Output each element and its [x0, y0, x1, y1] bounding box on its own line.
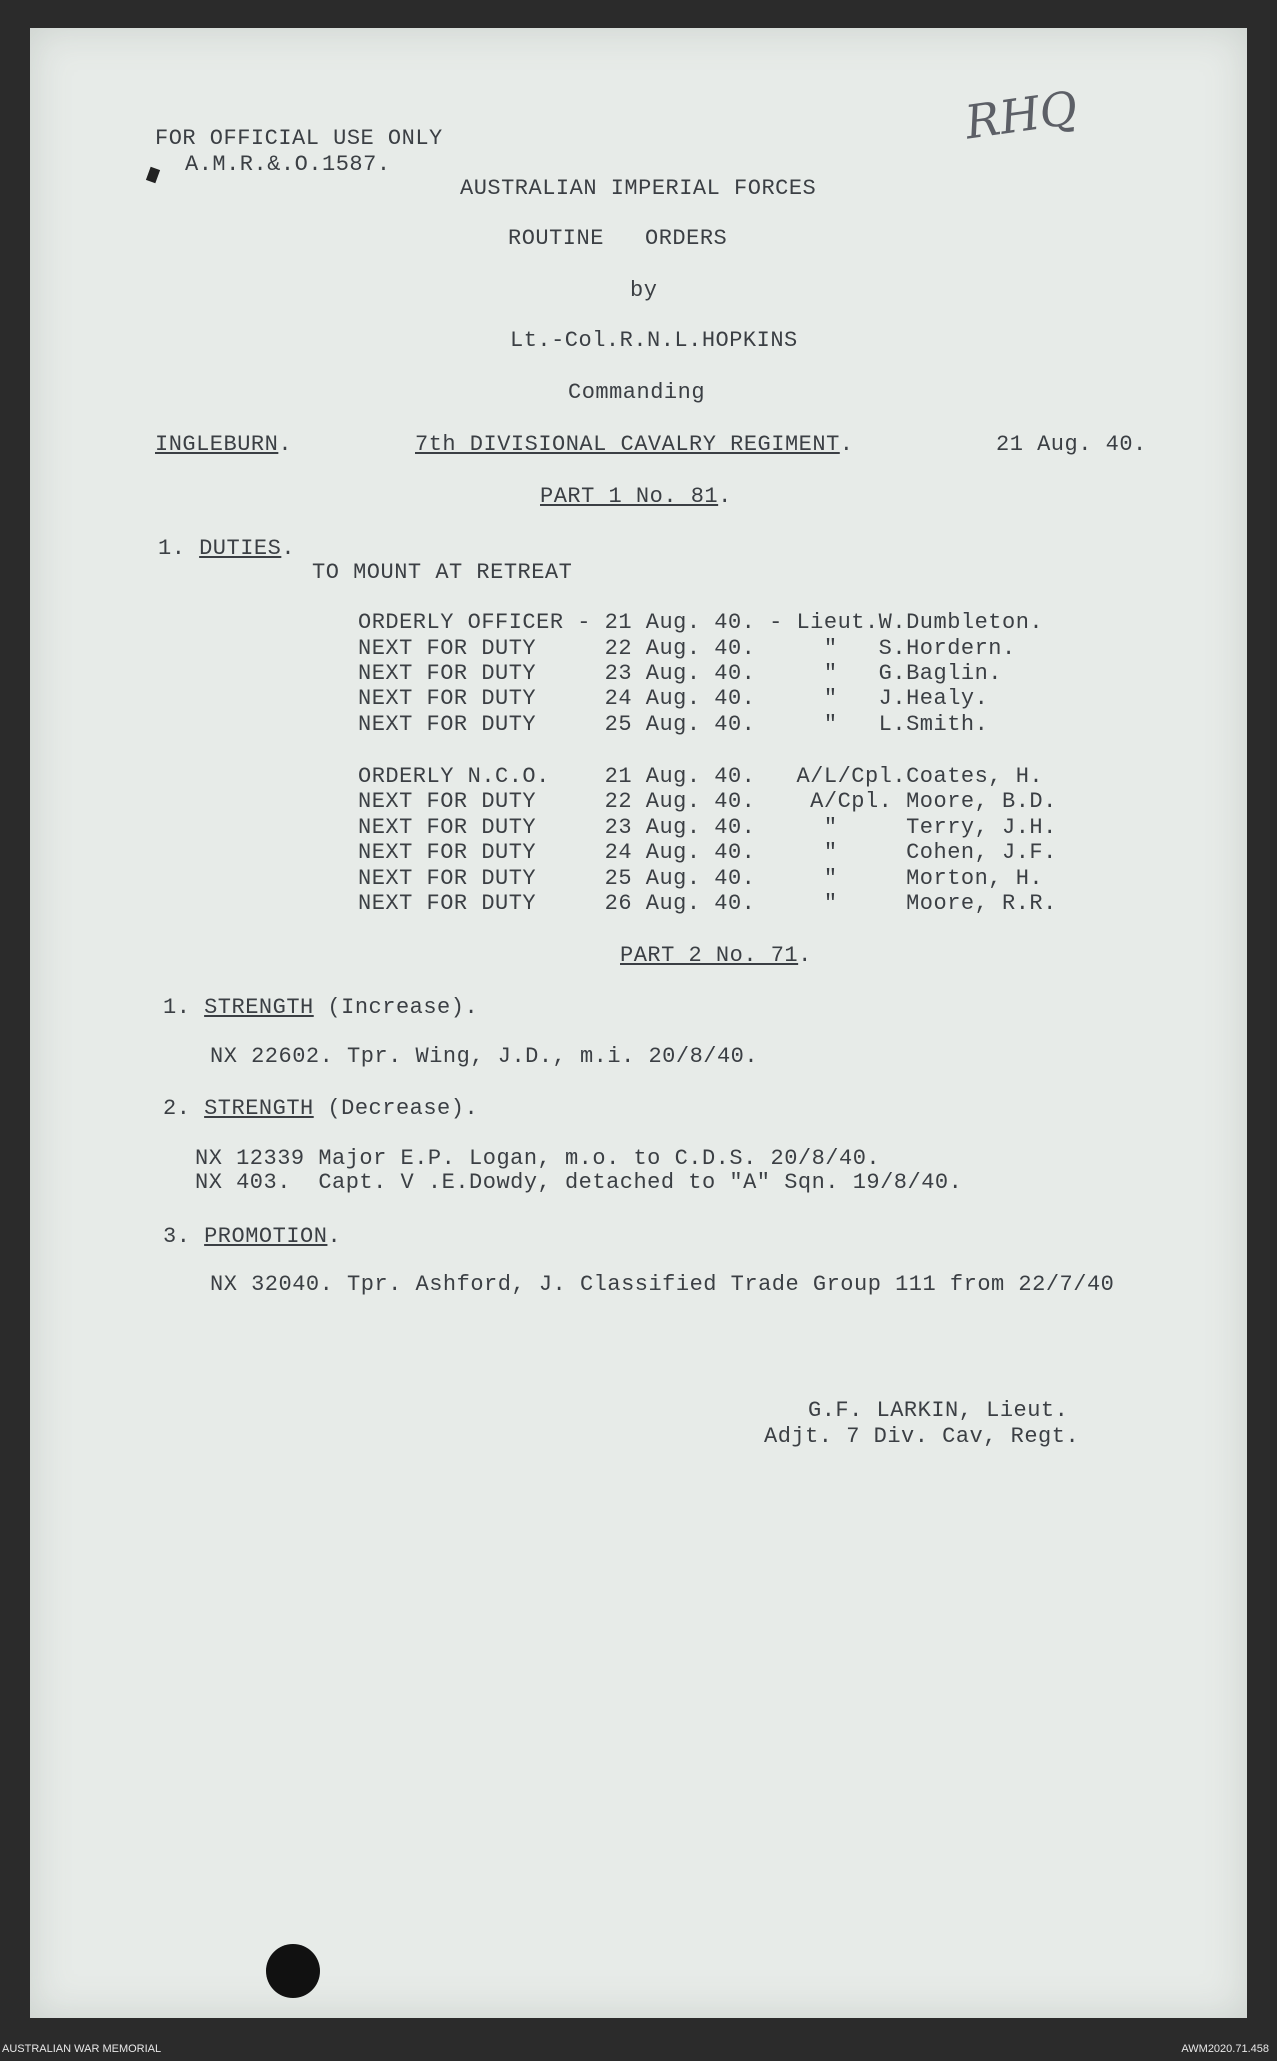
duties-line: 1. DUTIES. — [158, 536, 296, 561]
strength-decrease-entry: NX 403. Capt. V .E.Dowdy, detached to "A" Sqn. 19/8/40. — [195, 1170, 963, 1195]
commander-name: Lt.-Col.R.N.L.HOPKINS — [510, 328, 798, 353]
nco-row: NEXT FOR DUTY 23 Aug. 40. " Terry, J.H. — [358, 815, 1057, 840]
signature-role: Adjt. 7 Div. Cav, Regt. — [764, 1424, 1080, 1449]
duties-subheading: TO MOUNT AT RETREAT — [312, 560, 573, 585]
nco-row: NEXT FOR DUTY 22 Aug. 40. A/Cpl. Moore, B.D. — [358, 789, 1057, 814]
order-date: 21 Aug. 40. — [996, 432, 1147, 457]
officer-row: NEXT FOR DUTY 23 Aug. 40. " G.Baglin. — [358, 661, 1003, 686]
organisation-title: AUSTRALIAN IMPERIAL FORCES — [460, 176, 817, 201]
footer-accession: AWM2020.71.458 — [1181, 2043, 1269, 2055]
part1-heading-line: PART 1 No. 81. — [540, 484, 732, 509]
strength-decrease-entry: NX 12339 Major E.P. Logan, m.o. to C.D.S. 20/8/40. — [195, 1146, 881, 1171]
by-label: by — [630, 278, 658, 303]
classification-label: FOR OFFICIAL USE ONLY — [155, 126, 443, 151]
handwritten-note: RHQ — [961, 80, 1081, 150]
footer-credit: AUSTRALIAN WAR MEMORIAL — [2, 2043, 162, 2055]
order-reference: A.M.R.&.O.1587. — [185, 152, 391, 177]
place: INGLEBURN — [155, 432, 279, 457]
nco-row: NEXT FOR DUTY 24 Aug. 40. " Cohen, J.F. — [358, 840, 1057, 865]
document-page — [30, 28, 1247, 2018]
unit-line: 7th DIVISIONAL CAVALRY REGIMENT. — [415, 432, 854, 457]
signature-name: G.F. LARKIN, Lieut. — [808, 1398, 1069, 1423]
promotion-heading: 3. PROMOTION. — [163, 1224, 342, 1249]
officer-row: NEXT FOR DUTY 25 Aug. 40. " L.Smith. — [358, 712, 989, 737]
strength-increase-entry: NX 22602. Tpr. Wing, J.D., m.i. 20/8/40. — [210, 1044, 759, 1069]
nco-row: NEXT FOR DUTY 26 Aug. 40. " Moore, R.R. — [358, 891, 1057, 916]
officer-row: NEXT FOR DUTY 22 Aug. 40. " S.Hordern. — [358, 636, 1016, 661]
commanding-label: Commanding — [568, 380, 706, 405]
document-title: ROUTINE ORDERS — [508, 226, 728, 251]
strength-decrease-heading: 2. STRENGTH (Decrease). — [163, 1096, 479, 1121]
part2-heading: PART 2 No. 71 — [620, 943, 799, 968]
place-line: INGLEBURN. — [155, 432, 293, 457]
promotion-entry: NX 32040. Tpr. Ashford, J. Classified Trade Group 111 from 22/7/40 — [210, 1272, 1115, 1297]
unit-name: 7th DIVISIONAL CAVALRY REGIMENT — [415, 432, 840, 457]
duties-title: DUTIES — [199, 536, 282, 561]
officer-row: NEXT FOR DUTY 24 Aug. 40. " J.Healy. — [358, 686, 989, 711]
item-number: 1. — [158, 536, 186, 561]
strength-increase-heading: 1. STRENGTH (Increase). — [163, 995, 479, 1020]
punch-hole — [266, 1944, 320, 1998]
part2-heading-line: PART 2 No. 71. — [620, 943, 812, 968]
part1-heading: PART 1 No. 81 — [540, 484, 719, 509]
nco-row: ORDERLY N.C.O. 21 Aug. 40. A/L/Cpl.Coates, H. — [358, 764, 1044, 789]
officer-row: ORDERLY OFFICER - 21 Aug. 40. - Lieut.W.Dumbleton. — [358, 610, 1044, 635]
nco-row: NEXT FOR DUTY 25 Aug. 40. " Morton, H. — [358, 866, 1044, 891]
